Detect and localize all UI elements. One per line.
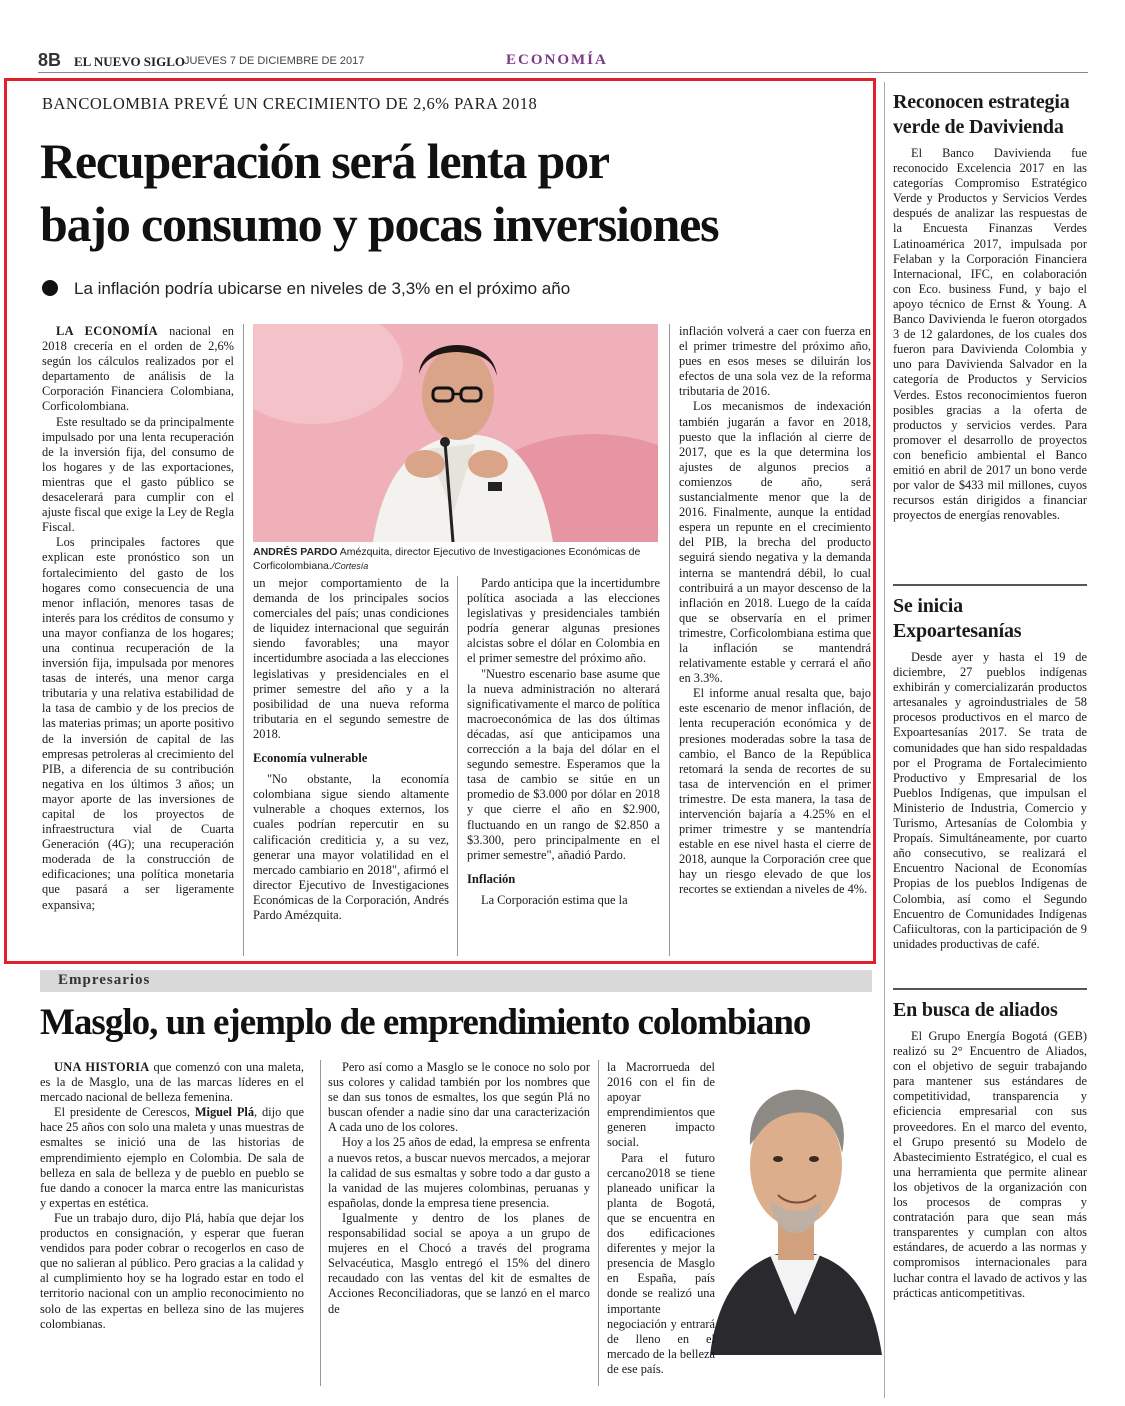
sidebar-story-aliados: En busca de aliados El Grupo Energía Bogotá (GEB) realizó su 2° Encuentro de Aliados, con el objetivo de seguir trabajando para mantener sus estándares de competitividad, transparencia y eficiencia empresarial con sus proveedores. En el marco del evento, el Grupo presentó su Modelo de Abastecimiento Estratégico, el cual es una herramienta que permite alinear los objetivos de la organización con los procesos de compras y contratación para que sean más transparentes y cumplan con altos estándares, de acuerdo a las normas y compromisos internacionales para luchar contra el lavado de activos y las prácticas anticompetitivas. <box>893 999 1087 1300</box>
publication-name: EL NUEVO SIGLO <box>74 54 185 69</box>
caption-text: Amézquita, director Ejecutivo de Investigaciones Económicas de Corficolombiana. <box>253 546 641 572</box>
section-bar <box>40 970 872 992</box>
sidebar-rule <box>893 584 1087 586</box>
header-rule <box>38 72 1088 73</box>
deck-text: La inflación podría ubicarse en niveles de 3,3% en el próximo año <box>74 279 571 298</box>
page-header <box>38 50 1088 74</box>
article-deck <box>42 279 842 299</box>
headline-line-1: Recuperación será lenta por <box>40 133 609 189</box>
article-photo <box>253 324 658 542</box>
subhead-economia-vulnerable: Economía vulnerable <box>253 751 368 766</box>
section-label: Empresarios <box>58 972 151 988</box>
headline-line-2: bajo consumo y pocas inversiones <box>40 196 719 252</box>
sidebar-title-aliados: En busca de aliados <box>893 999 1058 1021</box>
sidebar-title-expoartesanias: Se inicia Expoartesanías <box>893 595 1022 642</box>
photo-credit: /Cortesía <box>331 560 369 571</box>
lead-in: UNA HISTORIA <box>54 1060 150 1074</box>
person-name: Miguel Plá <box>194 1105 255 1120</box>
column-divider <box>669 324 670 956</box>
column-divider <box>598 1060 599 1386</box>
speaker-illustration <box>253 324 658 542</box>
article-column-1: LA ECONOMÍA nacional en 2018 crecería en el orden de 2,6% según los cálculos realizados por el departamento de análisis de la Corporación Financiera Colombiana, Corficolombiana. Este resultado se da principalmente impulsado por una lenta recuperación de la inversión fija, del consumo de los hogares y de las exportaciones, mientras que el gasto público se desacelerará para cumplir con el ajuste fiscal que exige la Ley de Regla Fiscal. Los principales factores que explican este pronóstico son un fortalecimiento del gasto de los hogares como consecuencia de una menor inflación, menores tasas de interés para los créditos de consumo y una mayor confianza de los hogares; una continua recuperación de la inversión fija, impulsada por menores tasas de interés, una menor carga tributaria y una relativa estabilidad de la tasa de cambio y de los precios de las materias primas; un aporte positivo de la inversión de capital de las empresas petroleras al crecimiento del PIB, a diferencia de su contribución negativa en los últimos 3 años; un mayor aporte de las inversiones de capital de los proyectos de infraestructura vial de Cuarta Generación (4G); una recuperación moderada de la construcción de edificaciones; una política monetaria que pasará a ser ligeramente expansiva; <box>42 324 234 912</box>
sidebar-title-davivienda: Reconocen estrategia verde de Davivienda <box>893 91 1070 138</box>
subhead-inflacion: Inflación <box>467 871 516 886</box>
portrait-photo <box>700 1055 882 1355</box>
lead-in: LA ECONOMÍA <box>56 324 158 338</box>
article-column-3: Pardo anticipa que la incertidumbre política asociada a las elecciones legislativas y presidenciales también podría generar algunas presiones alcistas sobre el dólar en Colombia en el primer semestre del próximo año. "Nuestro escenario base asume que la nueva administración no alterará significativamente el marco de política macroeconómica de las dos últimas décadas, así que anticipamos una corrección a la baja del dólar en el segundo semestre. Esperamos que la tasa de cambio se sitúe en un promedio de $3.000 por dólar en 2018 y que cierre el año en $2.900, fluctuando en un rango de $2.850 a $3.300, pero principalmente en el primer semestre", añadió Pardo. Inflación La Corporación estima que la <box>467 576 660 907</box>
page-number: 8B <box>38 50 62 70</box>
section-name: ECONOMÍA <box>506 52 608 68</box>
column-divider <box>243 324 244 956</box>
issue-date: JUEVES 7 DE DICIEMBRE DE 2017 <box>184 55 365 67</box>
article-column-4: inflación volverá a caer con fuerza en el primer trimestre del próximo año, pues en esos meses se diluirán los efectos de una sola vez de la reforma tributaria de 2016. Los mecanismos de indexación también jugarán a favor en 2018, puesto que la inflación al cierre de 2017, que es la que determina los ajustes de algunos precios a comienzos de año, será sustancialmente menor que la de 2016. Finalmente, aunque la entidad espera un repunte en el crecimiento del PIB, la brecha del producto seguirá siendo negativa y la demanda interna se mantendrá débil, lo cual contribuirá a un mayor descenso de la inflación en 2018. Luego de la caída que se observaría en el primer trimestre, Corficolombiana estima que la inflación se mantendrá relativamente estable y cerrará el año en 3.3%. El informe anual resalta que, bajo este escenario de menor inflación, de lenta recuperación económica y de presiones moderadas sobre la tasa de cambio, el Banco de la República retomará la senda de recortes de su tasa de intervención en el primer trimestre. De esta manera, la tasa de intervención bajaría a 4.25% en el primer trimestre y se mantendría estable en ese nivel hasta el cierre de 2018, aunque la Corporación cree que hay un riesgo elevado de que los recortes se extiendan a niveles de 4%. <box>679 324 871 897</box>
bottom-column-2: Pero así como a Masglo se le conoce no solo por sus colores y calidad también por los nombres que se dan sus tonos de esmaltes, los que según Plá no buscan ofender a nadie sino dar una caracterización A cada uno de los colores. Hoy a los 25 años de edad, la empresa se enfrenta a nuevos retos, a buscar nuevos mercados, a mejorar la calidad de sus esmaltas y sobre todo a dar gusto a la vanidad de las mujeres colombinas, peruanas y españolas, donde la empresa tiene presencia. Igualmente y dentro de los planes de responsabilidad social se apoya a un grupo de mujeres en el Chocó a través del programa Selvacéutica, Masglo entregó el 15% del dinero recaudado con las ventas del kit de esmaltes de Acciones Reconciliadoras, que se lanzó en el marco de <box>328 1060 590 1316</box>
sidebar-story-davivienda: Reconocen estrategia verde de Davivienda El Banco Davivienda fue reconocido Excelencia 2017 en las categorías Compromiso Estratégico Verde y Productos y Servicios Verdes después de analizar las respuestas de la Encuesta Finanzas Verdes Latinoamérica 2017, impulsada por Felaban y la Corporación Financiera Internacional, IFC, en colaboración con Eco. business Fund, y bajo el apoyo técnico de Ernst & Young. A Banco Davivienda le fueron otorgados 3 de 12 galardones, de los cuales dos fueron para Davivienda Colombia y uno para Davivienda Salvador en la categoría de Productos y Servicios Verdes. Estos reconocimientos fueron posibles gracias a la oferta de productos y servicios verdes. Para promover el desarrollo de proyectos con beneficio ambiental el Banco emitió en abril de 2017 un bono verde por valor de $433 mil millones, cuyos recursos están dirigidos a financiar proyectos de energías renovables. <box>893 91 1087 523</box>
column-divider <box>320 1060 321 1386</box>
bottom-headline: Masglo, un ejemplo de emprendimiento colombiano <box>40 1002 811 1043</box>
caption-name: ANDRÉS PARDO <box>253 546 338 558</box>
bottom-column-3: la Macrorrueda del 2016 con el fin de apoyar emprendimientos que generen impacto social. Para el futuro cercano2018 se tiene planeado unificar la planta de Bogotá, que se encuentra en dos edificaciones diferentes y mejor la presencia de Masglo en España, país donde se realizó una importante negociación y entrará de lleno en el mercado de la belleza de ese país. <box>607 1060 715 1376</box>
photo-caption <box>253 546 661 573</box>
column-divider <box>457 576 458 956</box>
bottom-column-1: UNA HISTORIA que comenzó con una maleta, es la de Masglo, una de las marcas líderes en el mercado nacional de belleza femenina. El presidente de Cerescos, Miguel Plá, dijo que hace 25 años con solo una maleta y unas muestras de esmaltes se inició una de las historias de emprendimiento ejemplo en Colombia. De sala de belleza en sala de belleza y de pueblo en pueblo se fue dando a conocer la marca entre las manicuristas y expertas en estética. Fue un trabajo duro, dijo Plá, había que dejar los productos en consignación, y esperar que fueran vendidos para poder cobrar o recogerlos en caso de que no salieran al público. Pero gracias a la calidad y al cumplimiento hoy se ha logrado estar en todo el territorio nacional con un amplio reconocimiento no solo de las expertas en belleza sino de las mujeres colombianas. <box>40 1060 304 1331</box>
sidebar-story-expoartesanias: Se inicia Expoartesanías Desde ayer y hasta el 19 de diciembre, 27 pueblos indígenas exhibirán y comercializarán productos artesanales y agroindustriales de 58 procesos productivos en el marco de Expoartesanías 2017. Se trata de comunidades que han sido respaldadas por el Programa de Fortalecimiento Productivo y Empresarial de los Pueblos Indígenas, que impulsan el Ministerio de Industria, Comercio y Turismo, Artesanías de Colombia y Propaís. Simultáneamente, por cuarto año consecutivo, se realizará el Encuentro Nacional de Economías Propias de los pueblos Indígenas de Colombia, así como el Segundo Encuentro de Comunidades Indígenas Cafiicultoras, con la participación de 9 unidades productivas de café. <box>893 595 1087 951</box>
article-column-2: un mejor comportamiento de la demanda de los principales socios comerciales del país; unas condiciones de liquidez internacional que seguirán siendo favorables; una mayor incertidumbre asociada a las elecciones legislativas y presidenciales en el primer semestre del año y a la posibilidad de una nueva reforma tributaria en el segundo semestre de 2018. Economía vulnerable "No obstante, la economía colombiana sigue siendo altamente vulnerable a choques externos, los cuales podrían repercutir en su calificación crediticia y, a su vez, generar una mayor volatilidad en el mercado cambiario en 2018", afirmó el director Ejecutivo de Investigaciones Económicas de la Corporación, Andrés Pardo Amézquita. <box>253 576 449 922</box>
sidebar-divider <box>884 82 885 1398</box>
article-kicker: BANCOLOMBIA PREVÉ UN CRECIMIENTO DE 2,6% PARA 2018 <box>42 94 538 113</box>
bullet-icon <box>42 280 58 296</box>
sidebar-rule <box>893 988 1087 990</box>
article-headline <box>40 130 870 256</box>
portrait-illustration <box>700 1055 882 1355</box>
